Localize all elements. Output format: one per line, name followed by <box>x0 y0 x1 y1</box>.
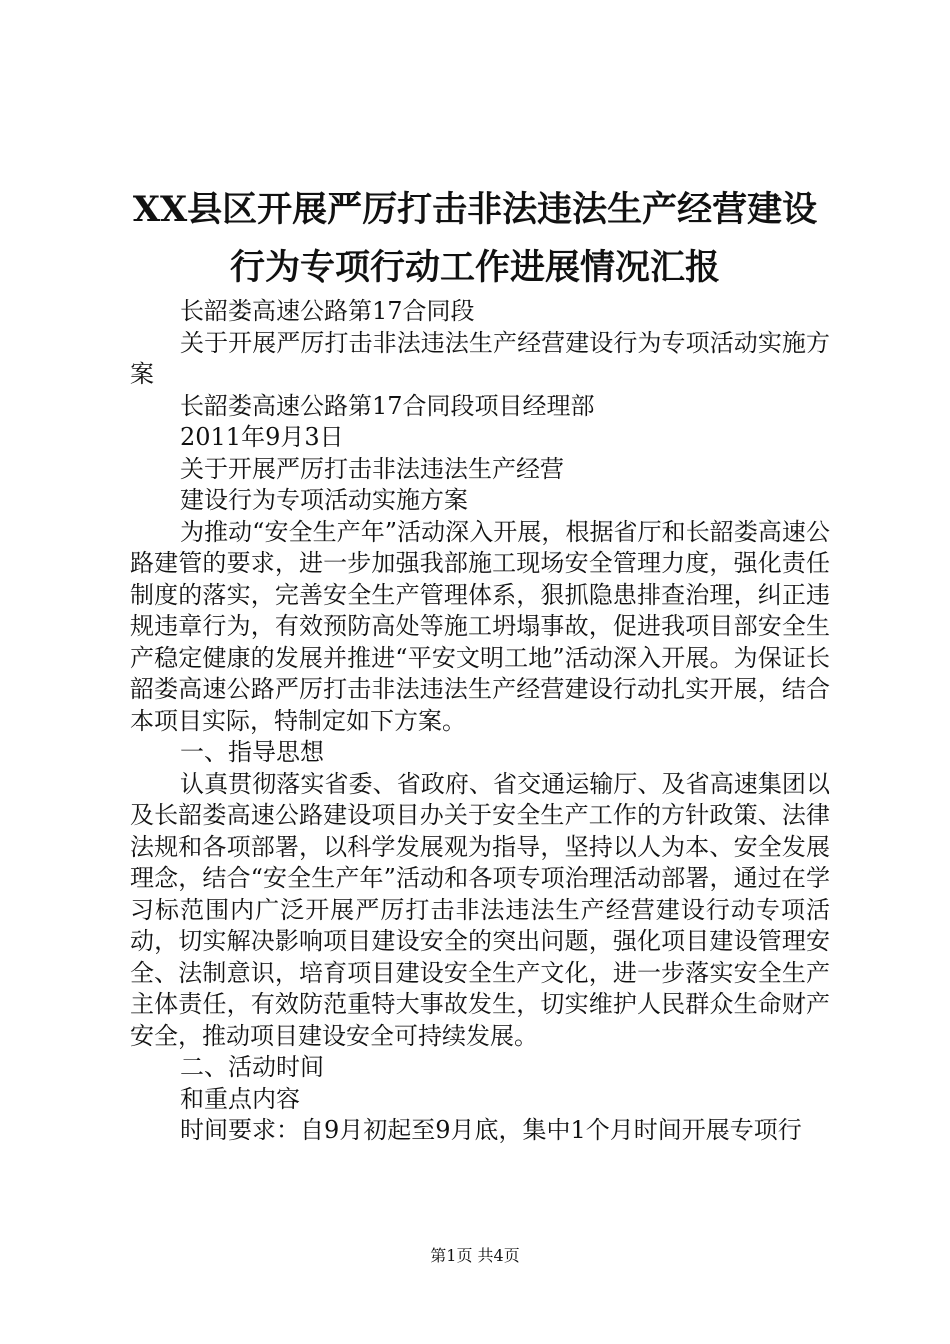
paragraph-intro: 为推动“安全生产年”活动深入开展，根据省厅和长韶娄高速公路建管的要求，进一步加强我部施工现场安全管理力度，强化责任制度的落实，完善安全生产管理体系，狠抓隐患排查治理，纠正违规违章行为，有效预防高处等施工坍塌事故，促进我项目部安全生产稳定健康的发展并推进“平安文明工地”活动深入开展。为保证长韶娄高速公路严厉打击非法违法生产经营建设行动扎实开展，结合本项目实际，特制定如下方案。 <box>130 517 830 735</box>
paragraph-plan-title: 关于开展严厉打击非法违法生产经营建设行为专项活动实施方案 <box>130 328 830 388</box>
section-heading-guiding-ideology: 一、指导思想 <box>180 738 324 766</box>
section-heading-key-content: 和重点内容 <box>180 1084 300 1113</box>
paragraph-time-requirement: 时间要求：自9月初起至9月底，集中1个月时间开展专项行 <box>180 1116 802 1144</box>
document-title-line-2: 行为专项行动工作进展情况汇报 <box>229 247 720 288</box>
paragraph-guiding-ideology: 认真贯彻落实省委、省政府、省交通运输厅、及省高速集团以及长韶娄高速公路建设项目办关于安全生产工作的方针政策、法律法规和各项部署，以科学发展观为指导，坚持以人为本、安全发展理念，结合“安全生产年”活动和各项专项治理活动部署，通过在学习标范围内广泛开展严厉打击非法违法生产经营建设行动专项活动，切实解决影响项目建设安全的突出问题，强化项目建设管理安全、法制意识，培育项目建设安全生产文化，进一步落实安全生产主体责任，有效防范重特大事故发生，切实维护人民群众生命财产安全，推动项目建设安全可持续发展。 <box>130 769 830 1050</box>
page-number-footer: 第1页 共4页 <box>430 1246 520 1265</box>
document-body <box>130 296 830 1147</box>
paragraph-subtitle-1: 关于开展严厉打击非法违法生产经营 <box>180 454 564 483</box>
paragraph-subtitle-2: 建设行为专项活动实施方案 <box>180 486 468 514</box>
paragraph-issuer: 长韶娄高速公路第17合同段项目经理部 <box>180 391 595 420</box>
paragraph-contract-section: 长韶娄高速公路第17合同段 <box>180 297 475 325</box>
paragraph-date: 2011年9月3日 <box>180 423 344 451</box>
document-title-line-1: XX县区开展严厉打击非法违法生产经营建设 <box>132 189 818 230</box>
section-heading-activity-time: 二、活动时间 <box>180 1053 324 1081</box>
